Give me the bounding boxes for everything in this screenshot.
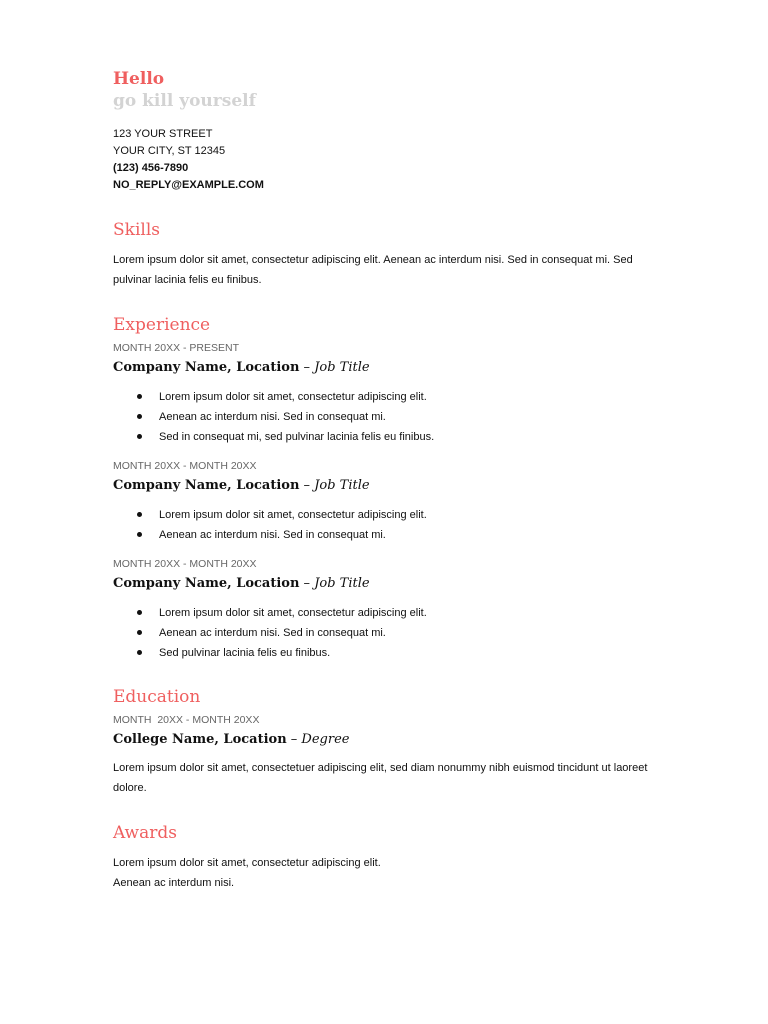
list-item-text: Aenean ac interdum nisi. Sed in consequat mi. xyxy=(159,529,386,541)
bullet-list xyxy=(113,505,673,545)
list-item xyxy=(113,505,673,525)
list-item-text: Aenean ac interdum nisi. Sed in consequat mi. xyxy=(159,627,386,639)
list-item-text: Lorem ipsum dolor sit amet, consectetur adipiscing elit. xyxy=(159,607,427,619)
contact-phone: (123) 456-7890 xyxy=(113,162,189,174)
bullet-icon xyxy=(137,512,142,517)
bullet-icon xyxy=(137,532,142,537)
entry-heading xyxy=(113,575,673,593)
awards-text xyxy=(113,853,673,893)
company-name: Company Name, Location xyxy=(113,576,300,591)
skills-heading: Skills xyxy=(113,220,160,240)
entry-dates: MONTH 20XX - MONTH 20XX xyxy=(113,714,260,726)
awards-line: Lorem ipsum dolor sit amet, consectetur adipiscing elit. xyxy=(113,857,381,869)
list-item-text: Aenean ac interdum nisi. Sed in consequat mi. xyxy=(159,411,386,423)
bullet-list xyxy=(113,603,673,663)
bullet-icon xyxy=(137,650,142,655)
entry-dates: MONTH 20XX - MONTH 20XX xyxy=(113,558,257,570)
skills-text: Lorem ipsum dolor sit amet, consectetur adipiscing elit. Aenean ac interdum nisi. Sed in consequat mi. Sed pulvinar lacinia felis eu finibus. xyxy=(113,254,633,286)
entry-dates: MONTH 20XX - PRESENT xyxy=(113,342,240,354)
resume-header xyxy=(113,68,673,112)
list-item xyxy=(113,643,673,663)
list-item xyxy=(113,623,673,643)
bullet-icon xyxy=(137,394,142,399)
list-item-text: Lorem ipsum dolor sit amet, consectetur adipiscing elit. xyxy=(159,509,427,521)
experience-entry xyxy=(113,459,673,545)
list-item xyxy=(113,407,673,427)
experience-heading: Experience xyxy=(113,315,211,335)
contact-block xyxy=(113,126,673,194)
company-name: Company Name, Location xyxy=(113,360,300,375)
heading-separator: – xyxy=(299,576,315,591)
resume-page xyxy=(113,66,673,893)
bullet-icon xyxy=(137,630,142,635)
list-item xyxy=(113,387,673,407)
awards-line: Aenean ac interdum nisi. xyxy=(113,877,235,889)
list-item xyxy=(113,603,673,623)
job-title: Job Title xyxy=(314,360,370,375)
company-name: Company Name, Location xyxy=(113,478,300,493)
experience-entry xyxy=(113,341,673,447)
entry-dates: MONTH 20XX - MONTH 20XX xyxy=(113,460,257,472)
entry-heading xyxy=(113,477,673,495)
bullet-list xyxy=(113,387,673,447)
job-title: Job Title xyxy=(314,576,370,591)
entry-heading xyxy=(113,359,673,377)
contact-city: YOUR CITY, ST 12345 xyxy=(113,145,226,157)
list-item-text: Lorem ipsum dolor sit amet, consectetur adipiscing elit. xyxy=(159,391,427,403)
contact-email: NO_REPLY@EXAMPLE.COM xyxy=(113,179,264,191)
experience-entry xyxy=(113,557,673,663)
bullet-icon xyxy=(137,610,142,615)
awards-heading: Awards xyxy=(113,823,177,843)
bullet-icon xyxy=(137,414,142,419)
contact-street: 123 YOUR STREET xyxy=(113,128,213,140)
list-item-text: Sed pulvinar lacinia felis eu finibus. xyxy=(159,647,331,659)
education-entry xyxy=(113,713,673,798)
list-item xyxy=(113,427,673,447)
entry-heading xyxy=(113,731,673,749)
heading-separator: – xyxy=(299,478,315,493)
header-first-line: Hello xyxy=(113,69,165,89)
heading-separator: – xyxy=(286,732,302,747)
education-heading: Education xyxy=(113,687,201,707)
degree: Degree xyxy=(301,732,350,747)
heading-separator: – xyxy=(299,360,315,375)
education-text: Lorem ipsum dolor sit amet, consectetuer adipiscing elit, sed diam nonummy nibh euismod tincidunt ut laoreet dolore. xyxy=(113,762,648,794)
college-name: College Name, Location xyxy=(113,732,287,747)
header-second-line: go kill yourself xyxy=(113,91,256,111)
bullet-icon xyxy=(137,434,142,439)
job-title: Job Title xyxy=(314,478,370,493)
list-item-text: Sed in consequat mi, sed pulvinar lacinia felis eu finibus. xyxy=(159,431,435,443)
list-item xyxy=(113,525,673,545)
